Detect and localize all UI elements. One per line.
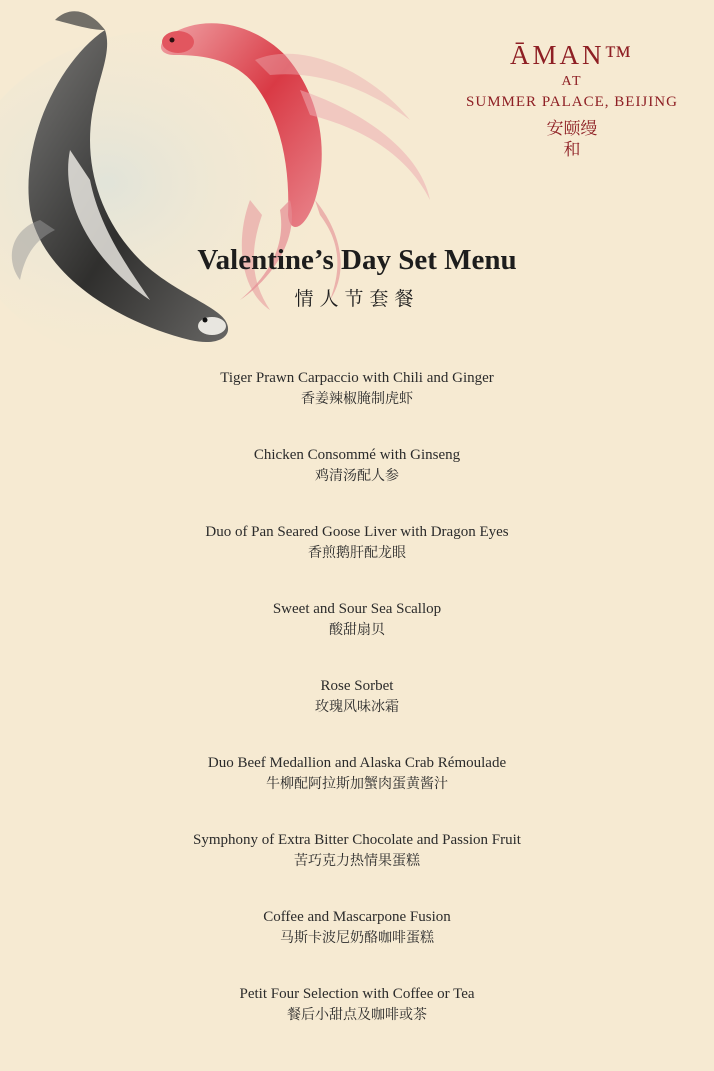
course-item — [0, 676, 714, 753]
course-name-chinese: 酸甜扇贝 — [329, 622, 385, 638]
course-name: Sweet and Sour Sea Scallop — [272, 601, 442, 617]
course-item — [0, 599, 714, 676]
aman-logo — [452, 40, 692, 161]
brand-place: SUMMER PALACE, BEIJING — [466, 94, 678, 110]
course-name-chinese: 苦巧克力热情果蛋糕 — [294, 853, 420, 869]
course-name: Petit Four Selection with Coffee or Tea — [239, 986, 475, 1002]
course-name-chinese: 玫瑰风味冰霜 — [315, 699, 399, 715]
course-name-chinese: 马斯卡波尼奶酪咖啡蛋糕 — [280, 930, 434, 946]
brand-name: ĀMAN™ — [510, 40, 634, 70]
course-item — [0, 445, 714, 522]
koi-illustration — [0, 0, 480, 380]
course-name-chinese: 香姜辣椒腌制虎虾 — [301, 391, 413, 407]
menu-title-chinese: 情人节套餐 — [294, 288, 420, 310]
course-name: Rose Sorbet — [320, 678, 394, 694]
menu-title: Valentine’s Day Set Menu — [197, 244, 517, 276]
course-name-chinese: 鸡清汤配人参 — [315, 468, 399, 484]
course-item — [0, 368, 714, 445]
brand-at: AT — [561, 74, 583, 89]
course-name: Symphony of Extra Bitter Chocolate and Passion Fruit — [193, 832, 521, 848]
course-name: Tiger Prawn Carpaccio with Chili and Ginger — [220, 370, 494, 386]
course-item — [0, 984, 714, 1061]
course-list — [0, 368, 714, 1061]
course-item — [0, 907, 714, 984]
course-name: Coffee and Mascarpone Fusion — [263, 909, 451, 925]
course-name: Duo of Pan Seared Goose Liver with Dragon Eyes — [205, 524, 509, 540]
course-name-chinese: 香煎鹅肝配龙眼 — [308, 545, 406, 561]
course-name-chinese: 餐后小甜点及咖啡或茶 — [287, 1007, 427, 1023]
course-name: Chicken Consommé with Ginseng — [253, 447, 461, 463]
course-item — [0, 753, 714, 830]
course-item — [0, 830, 714, 907]
course-name-chinese: 牛柳配阿拉斯加蟹肉蛋黄酱汁 — [266, 776, 448, 792]
course-item — [0, 522, 714, 599]
course-name: Duo Beef Medallion and Alaska Crab Rémoulade — [207, 755, 507, 771]
brand-chinese-name: 安颐缦和 — [546, 119, 598, 160]
